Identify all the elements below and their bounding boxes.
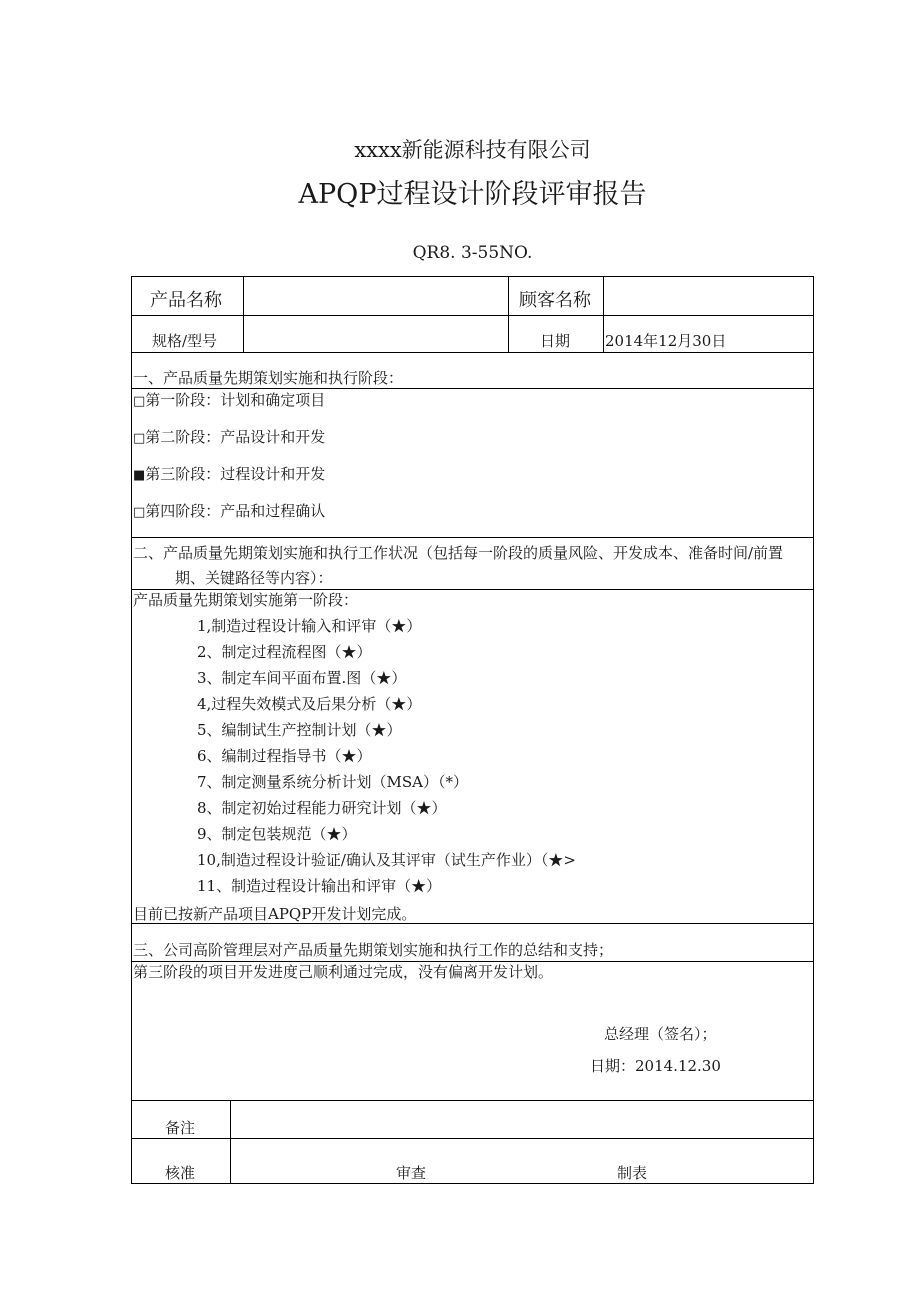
phase-title: 产品质量先期策划实施第一阶段： [133,591,359,609]
task-item: 1,制造过程设计输入和评审（★） [197,617,422,635]
stage-option [133,428,325,465]
row-divider [131,1138,814,1139]
report-title: APQP过程设计阶段评审报告 [298,179,647,210]
row-divider [131,388,814,389]
stage-label: 第一阶段：计划和确定项目 [145,391,326,409]
prepared-by-label: 制表 [617,1164,648,1182]
signature-date: 日期：2014.12.30 [590,1057,721,1075]
task-item: 6、编制过程指导书（★） [197,747,372,765]
column-divider [230,1100,231,1183]
section-3-heading: 三、公司高阶管理层对产品质量先期策划实施和执行工作的总结和支持； [133,941,614,959]
row-divider [131,923,814,924]
stage-label: 第二阶段：产品设计和开发 [145,428,326,446]
task-item: 9、制定包装规范（★） [197,825,357,843]
section-2-conclusion: 目前已按新产品项目APQP开发计划完成。 [133,905,417,923]
general-manager-signature-label: 总经理（签名）； [604,1025,717,1043]
stage-label: 第四阶段：产品和过程确认 [145,502,326,520]
checkbox-checked-icon: ■ [133,468,146,483]
task-item: 7、制定测量系统分析计划（MSA）（*） [197,773,469,791]
stage-option [133,391,325,428]
row-divider [131,961,814,962]
spec-model-label: 规格/型号 [152,332,218,350]
document-number: QR8. 3-55NO. [412,243,533,263]
row-divider [131,1100,814,1101]
task-list [197,617,576,903]
row-divider [131,589,814,590]
row-divider [131,315,814,316]
management-summary: 第三阶段的项目开发进度己顺利通过完成，没有偏离开发计划。 [133,963,554,981]
date-value: 2014年12月30日 [605,332,727,350]
column-divider [603,276,604,352]
task-item: 8、制定初始过程能力研究计划（★） [197,799,447,817]
stage-option [133,502,325,539]
stage-option [133,465,325,502]
task-item: 4,过程失效模式及后果分析（★） [197,695,422,713]
checkbox-icon: □ [133,431,146,446]
task-item: 5、编制试生产控制计划（★） [197,721,402,739]
task-item: 3、制定车间平面布置.图（★） [197,669,407,687]
company-name: xxxx新能源科技有限公司 [354,138,591,162]
section-1-heading: 一、产品质量先期策划实施和执行阶段： [133,369,404,387]
task-item: 11、制造过程设计输出和评审（★） [197,877,442,895]
section-2-heading: 二、产品质量先期策划实施和执行工作状况（包括每一阶段的质量风险、开发成本、准备时间/前置 [133,544,784,562]
stage-label: 第三阶段：过程设计和开发 [145,465,326,483]
task-item: 10,制造过程设计验证/确认及其评审（试生产作业）（★> [197,851,576,869]
date-label: 日期 [540,332,571,350]
review-label: 审查 [396,1164,427,1182]
stage-list [133,391,325,539]
product-name-label: 产品名称 [150,290,222,311]
section-2-heading-continuation: 期、关键路径等内容）： [175,569,333,587]
task-item: 2、制定过程流程图（★） [197,643,372,661]
checkbox-icon: □ [133,394,146,409]
column-divider [243,276,244,352]
column-divider [508,276,509,352]
row-divider [131,352,814,353]
customer-name-label: 顾客名称 [519,290,591,311]
checkbox-icon: □ [133,505,146,520]
approval-label: 核准 [165,1164,196,1182]
remarks-label: 备注 [165,1119,196,1137]
